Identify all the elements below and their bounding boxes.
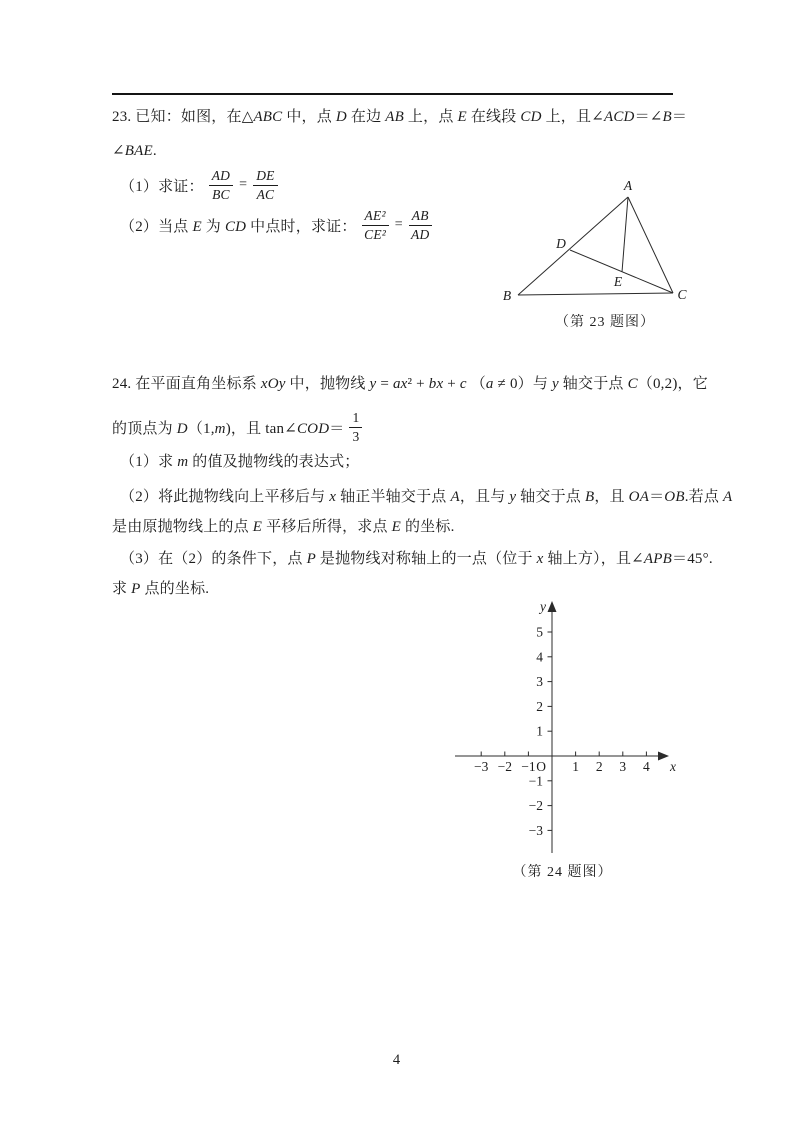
figure24-caption: （第 24 题图） <box>512 865 613 880</box>
fraction-denominator: BC <box>212 186 230 202</box>
problem23-line2: ∠BAE. <box>112 143 157 159</box>
axis-tick-label: 1 <box>572 759 579 774</box>
fraction-numerator: AD <box>209 168 233 186</box>
vertex-label-a: A <box>623 178 633 193</box>
problem23-part1-text: （1）求证： <box>120 178 204 195</box>
fraction-numerator: 1 <box>349 410 362 428</box>
axis-tick-label: −3 <box>528 822 543 838</box>
axis-tick-label: 5 <box>536 624 543 640</box>
fraction-denominator: AD <box>411 226 430 242</box>
problem23-line1: 23. 已知：如图，在△ABC 中，点 D 在边 AB 上，点 E 在线段 CD 上，且∠ACD＝∠B＝ <box>112 109 688 125</box>
vertex-label-c: C <box>677 287 687 302</box>
axes-ticks <box>474 625 650 838</box>
axis-tick-label: 2 <box>595 759 603 774</box>
top-rule <box>112 93 673 95</box>
problem24-part2-continued: 是由原抛物线上的点 E 平移后所得，求点 E 的坐标. <box>112 519 455 535</box>
figure23-caption: （第 23 题图） <box>555 315 655 330</box>
problem24-line1: 24. 在平面直角坐标系 xOy 中，抛物线 y = ax² + bx + c （a ≠ 0）与 y 轴交于点 C（0,2)，它 <box>112 376 708 392</box>
fraction-ab-ad <box>409 208 432 243</box>
axis-tick-label: 4 <box>643 759 650 774</box>
problem24-line2-text: 的顶点为 D（1,m)，且 tan∠COD＝ <box>112 420 345 437</box>
fraction-numerator: AE² <box>362 208 389 226</box>
fraction-numerator: AB <box>409 208 432 226</box>
axis-tick-label: 1 <box>536 723 543 739</box>
origin-label: O <box>536 759 546 774</box>
fraction-ae2-ce2 <box>362 208 389 243</box>
vertex-label-e: E <box>613 274 623 289</box>
vertex-label-d: D <box>556 236 566 251</box>
problem23-part2 <box>120 203 437 247</box>
y-axis-label: y <box>540 599 546 614</box>
fraction-denominator: 3 <box>352 428 360 444</box>
axis-tick-label: −2 <box>497 759 512 774</box>
axis-tick-label: 3 <box>536 674 543 690</box>
axis-tick-label: −1 <box>521 759 536 774</box>
vertex-label-b: B <box>502 288 512 303</box>
fraction-numerator: DE <box>253 168 277 186</box>
problem24-part3-continued: 求 P 点的坐标. <box>112 581 210 597</box>
fraction-de-ac <box>253 168 277 203</box>
x-axis-label: x <box>670 759 676 774</box>
axes-figure <box>445 593 685 861</box>
y-axis-arrow <box>548 601 557 612</box>
axis-tick-label: 4 <box>536 649 543 665</box>
axes-lines <box>455 601 669 853</box>
problem24-line2 <box>112 406 367 448</box>
axis-tick-label: −3 <box>474 759 489 774</box>
axis-tick-label: 3 <box>619 759 627 774</box>
axis-tick-label: 2 <box>536 698 543 714</box>
fraction-denominator: AC <box>256 186 275 202</box>
problem24-part1: （1）求 m 的值及抛物线的表达式； <box>120 454 360 470</box>
page-number: 4 <box>392 1052 401 1068</box>
x-axis-arrow <box>658 752 669 761</box>
fraction-denominator: CE² <box>364 226 387 242</box>
fraction-one-third <box>349 410 362 445</box>
problem24-part3: （3）在（2）的条件下，点 P 是抛物线对称轴上的一点（位于 x 轴上方），且∠APB＝45°. <box>120 551 713 567</box>
problem23-part2-text: （2）当点 E 为 CD 中点时，求证： <box>120 218 357 235</box>
fraction-ad-bc <box>209 168 233 203</box>
axis-tick-label: −2 <box>528 798 543 814</box>
problem24-part2: （2）将此抛物线向上平移后与 x 轴正半轴交于点 A，且与 y 轴交于点 B，且 OA＝OB.若点 A <box>120 489 733 505</box>
equals-sign: = <box>394 217 403 232</box>
equals-sign: = <box>239 177 248 192</box>
triangle-lines <box>518 197 673 295</box>
problem23-part1 <box>120 163 283 207</box>
axis-tick-label: −1 <box>528 773 543 789</box>
triangle-figure <box>495 178 700 312</box>
